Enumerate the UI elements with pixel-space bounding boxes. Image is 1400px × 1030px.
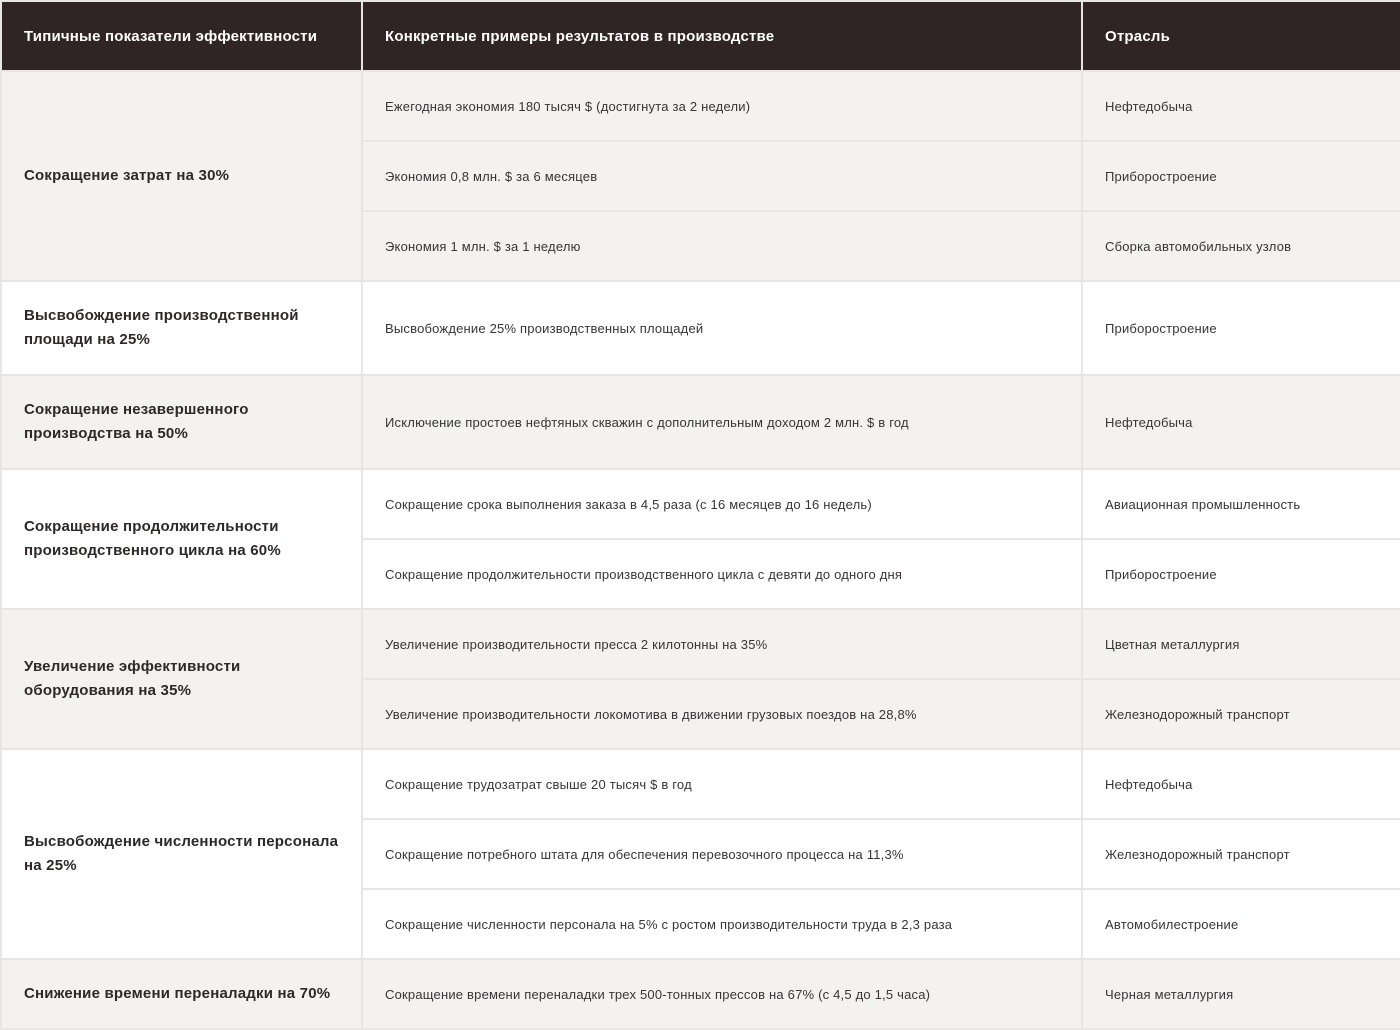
table-row <box>1 959 1400 1029</box>
indicator-cell: Снижение времени переналадки на 70% <box>1 959 362 1029</box>
indicator-cell: Сокращение продолжительности производственного цикла на 60% <box>1 469 362 609</box>
table-row <box>1 281 1400 375</box>
industry-cell: Железнодорожный транспорт <box>1082 679 1400 749</box>
example-cell: Сокращение численности персонала на 5% с ростом производительности труда в 2,3 раза <box>362 889 1082 959</box>
industry-cell: Приборостроение <box>1082 281 1400 375</box>
header-indicators: Типичные показатели эффективности <box>1 1 362 71</box>
industry-cell: Нефтедобыча <box>1082 71 1400 141</box>
group-cost-reduction <box>1 71 1400 281</box>
industry-cell: Черная металлургия <box>1082 959 1400 1029</box>
example-cell: Высвобождение 25% производственных площадей <box>362 281 1082 375</box>
table-row <box>1 609 1400 679</box>
indicator-cell: Высвобождение производственной площади на 25% <box>1 281 362 375</box>
header-row <box>1 1 1400 71</box>
example-cell: Увеличение производительности локомотива в движении грузовых поездов на 28,8% <box>362 679 1082 749</box>
indicator-cell: Увеличение эффективности оборудования на 35% <box>1 609 362 749</box>
indicator-cell: Высвобождение численности персонала на 25% <box>1 749 362 959</box>
table-header <box>1 1 1400 71</box>
example-cell: Экономия 0,8 млн. $ за 6 месяцев <box>362 141 1082 211</box>
industry-cell: Приборостроение <box>1082 539 1400 609</box>
table-row <box>1 749 1400 819</box>
industry-cell: Цветная металлургия <box>1082 609 1400 679</box>
example-cell: Сокращение потребного штата для обеспечения перевозочного процесса на 11,3% <box>362 819 1082 889</box>
group-headcount <box>1 749 1400 959</box>
example-cell: Сокращение продолжительности производственного цикла с девяти до одного дня <box>362 539 1082 609</box>
industry-cell: Нефтедобыча <box>1082 749 1400 819</box>
group-floor-space <box>1 281 1400 375</box>
table-row <box>1 71 1400 141</box>
example-cell: Сокращение трудозатрат свыше 20 тысяч $ в год <box>362 749 1082 819</box>
example-cell: Ежегодная экономия 180 тысяч $ (достигнута за 2 недели) <box>362 71 1082 141</box>
industry-cell: Авиационная промышленность <box>1082 469 1400 539</box>
industry-cell: Автомобилестроение <box>1082 889 1400 959</box>
industry-cell: Приборостроение <box>1082 141 1400 211</box>
group-production-cycle <box>1 469 1400 609</box>
group-work-in-progress <box>1 375 1400 469</box>
group-equipment-efficiency <box>1 609 1400 749</box>
table-row <box>1 375 1400 469</box>
example-cell: Сокращение срока выполнения заказа в 4,5 раза (с 16 месяцев до 16 недель) <box>362 469 1082 539</box>
indicator-cell: Сокращение затрат на 30% <box>1 71 362 281</box>
table-row <box>1 469 1400 539</box>
example-cell: Увеличение производительности пресса 2 килотонны на 35% <box>362 609 1082 679</box>
example-cell: Сокращение времени переналадки трех 500-тонных прессов на 67% (с 4,5 до 1,5 часа) <box>362 959 1082 1029</box>
indicator-cell: Сокращение незавершенного производства на 50% <box>1 375 362 469</box>
industry-cell: Железнодорожный транспорт <box>1082 819 1400 889</box>
industry-cell: Сборка автомобильных узлов <box>1082 211 1400 281</box>
header-industry: Отрасль <box>1082 1 1400 71</box>
example-cell: Исключение простоев нефтяных скважин с дополнительным доходом 2 млн. $ в год <box>362 375 1082 469</box>
header-examples: Конкретные примеры результатов в производстве <box>362 1 1082 71</box>
example-cell: Экономия 1 млн. $ за 1 неделю <box>362 211 1082 281</box>
group-changeover <box>1 959 1400 1029</box>
industry-cell: Нефтедобыча <box>1082 375 1400 469</box>
